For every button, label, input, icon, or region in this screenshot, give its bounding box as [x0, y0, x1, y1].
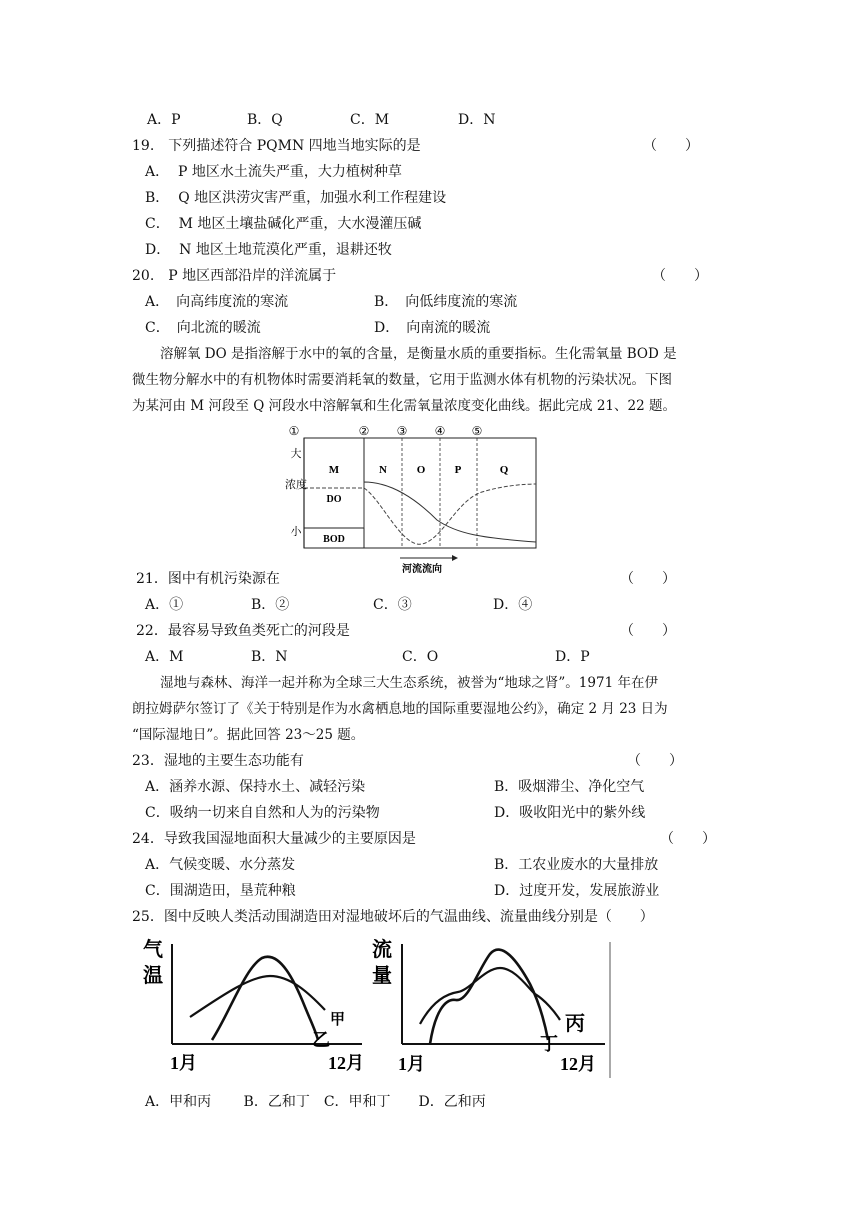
y-axis-label-text: 浓度 — [285, 479, 307, 491]
q19-stem: 19. 下列描述符合 PQMN 四地当地实际的是 — [132, 138, 421, 154]
flow-x-end: 12月 — [560, 1054, 596, 1074]
chart-frame — [304, 438, 536, 548]
q20-answer-paren: （ ） — [652, 268, 708, 284]
q23-answer-paren: （ ） — [627, 753, 683, 769]
flow-curve-bing — [420, 968, 560, 1024]
q19-answer-paren: （ ） — [643, 138, 699, 154]
temp-x-end: 12月 — [328, 1053, 364, 1073]
q24-answer-paren: （ ） — [660, 831, 716, 847]
q21-stem: 21．图中有机污染源在 — [136, 571, 280, 587]
do-bod-figure — [282, 420, 542, 575]
temp-curve-jia-label: 甲 — [330, 1012, 346, 1028]
segment-p: P — [454, 464, 462, 476]
bod-curve — [364, 482, 536, 542]
y-bottom-label: 小 — [290, 526, 302, 538]
passage1-line-2: 微生物分解水中的有机物体时需要消耗氧的数量，它用于监测水体有机物的污染状况。下图 — [132, 372, 672, 388]
q23-option-b: B．吸烟滞尘、净化空气 — [494, 779, 645, 795]
flow-y-label-1: 流 — [372, 939, 392, 961]
q24-option-c: C．围湖造田，垦荒种粮 — [145, 883, 296, 899]
passage2-line-1: 湿地与森林、海洋一起并称为全球三大生态系统，被誉为“地球之肾”。1971 年在伊 — [160, 675, 658, 691]
y-top-label: 大 — [290, 448, 302, 460]
marker-2: ② — [358, 424, 370, 438]
temperature-panel — [143, 937, 364, 1073]
q22-option-c: C．O — [402, 649, 439, 665]
q23-option-c: C．吸纳一切来自自然和人为的污染物 — [145, 805, 380, 821]
flow-y-label-2: 量 — [372, 965, 392, 987]
marker-5: ⑤ — [471, 424, 483, 438]
x-axis-label: 河流流向 — [402, 564, 442, 575]
q18-option-d: D．N — [458, 112, 496, 128]
temp-curve-jia — [190, 976, 325, 1017]
q24-stem: 24．导致我国湿地面积大量减少的主要原因是 — [132, 831, 416, 847]
q19-option-d: D． N 地区土地荒漠化严重，退耕还牧 — [145, 242, 392, 258]
q22-option-d: D．P — [555, 649, 590, 665]
q24-option-d: D．过度开发，发展旅游业 — [494, 883, 660, 899]
q24-option-a: A．气候变暖、水分蒸发 — [145, 857, 296, 873]
q21-answer-paren: （ ） — [620, 571, 676, 587]
q23-option-a: A．涵养水源、保持水土、减轻污染 — [145, 779, 366, 795]
q21-option-d: D．④ — [493, 597, 533, 613]
segment-q: Q — [499, 464, 509, 476]
q22-option-a: A．M — [145, 649, 184, 665]
q25-options: A．甲和丙 B．乙和丁 C．甲和丁 D．乙和丙 — [145, 1094, 486, 1110]
q22-option-b: B．N — [251, 649, 288, 665]
q18-option-c: C．M — [350, 112, 390, 128]
q19-option-c: C． M 地区土壤盐碱化严重，大水漫灌压碱 — [145, 216, 422, 232]
y-axis-label — [285, 477, 307, 491]
q22-stem: 22．最容易导致鱼类死亡的河段是 — [136, 623, 350, 639]
marker-3: ③ — [396, 424, 408, 438]
temp-x-start: 1月 — [170, 1053, 197, 1073]
marker-1: ① — [288, 424, 300, 438]
segment-m: M — [328, 464, 340, 476]
q20-option-c: C． 向北流的暖流 — [145, 320, 261, 336]
q23-stem: 23．湿地的主要生态功能有 — [132, 753, 304, 769]
q20-option-d: D． 向南流的暖流 — [374, 320, 491, 336]
flow-arrow-head — [452, 555, 458, 561]
q24-option-b: B．工农业废水的大量排放 — [494, 857, 659, 873]
discharge-panel — [372, 937, 605, 1074]
flow-curve-bing-label: 丙 — [565, 1013, 585, 1035]
flow-curve-ding — [430, 950, 548, 1044]
temp-curve-yi — [212, 957, 318, 1040]
temp-y-label-2: 温 — [143, 965, 163, 987]
passage1-line-1: 溶解氧 DO 是指溶解于水中的氧的含量，是衡量水质的重要指标。生化需氧量 BOD 是 — [160, 346, 677, 362]
wetland-curves-figure — [140, 932, 615, 1082]
passage2-line-2: 朗拉姆萨尔签订了《关于特别是作为水禽栖息地的国际重要湿地公约》，确定 2 月 23 日为 — [132, 701, 668, 717]
temp-curve-yi-label: 乙 — [312, 1030, 330, 1050]
q20-stem: 20. P 地区西部沿岸的洋流属于 — [132, 268, 337, 284]
flow-curve-ding-label: 丁 — [540, 1034, 558, 1054]
marker-4: ④ — [434, 424, 446, 438]
bod-label: BOD — [323, 534, 345, 545]
q21-option-b: B．② — [251, 597, 290, 613]
q18-option-a: A．P — [147, 112, 181, 128]
q21-option-a: A．① — [145, 597, 184, 613]
q19-option-a: A． P 地区水土流失严重，大力植树种草 — [145, 164, 402, 180]
flow-x-start: 1月 — [398, 1054, 425, 1074]
q22-answer-paren: （ ） — [620, 623, 676, 639]
q18-option-b: B．Q — [247, 112, 283, 128]
segment-o: O — [416, 464, 426, 476]
segment-n: N — [379, 464, 387, 476]
passage1-line-3: 为某河由 M 河段至 Q 河段水中溶解氧和生化需氧量浓度变化曲线。据此完成 21、22 题。 — [132, 398, 676, 414]
q23-option-d: D．吸收阳光中的紫外线 — [494, 805, 646, 821]
q21-option-c: C．③ — [373, 597, 412, 613]
q20-option-b: B． 向低纬度流的寒流 — [374, 294, 518, 310]
temp-y-label-1: 气 — [143, 939, 163, 961]
q20-option-a: A． 向高纬度流的寒流 — [145, 294, 289, 310]
passage2-line-3: “国际湿地日”。据此回答 23～25 题。 — [132, 727, 365, 743]
do-label: DO — [326, 494, 342, 505]
q25-stem: 25．图中反映人类活动围湖造田对湿地破坏后的气温曲线、流量曲线分别是（ ） — [132, 909, 654, 925]
q19-option-b: B． Q 地区洪涝灾害严重，加强水利工作程建设 — [145, 190, 447, 206]
